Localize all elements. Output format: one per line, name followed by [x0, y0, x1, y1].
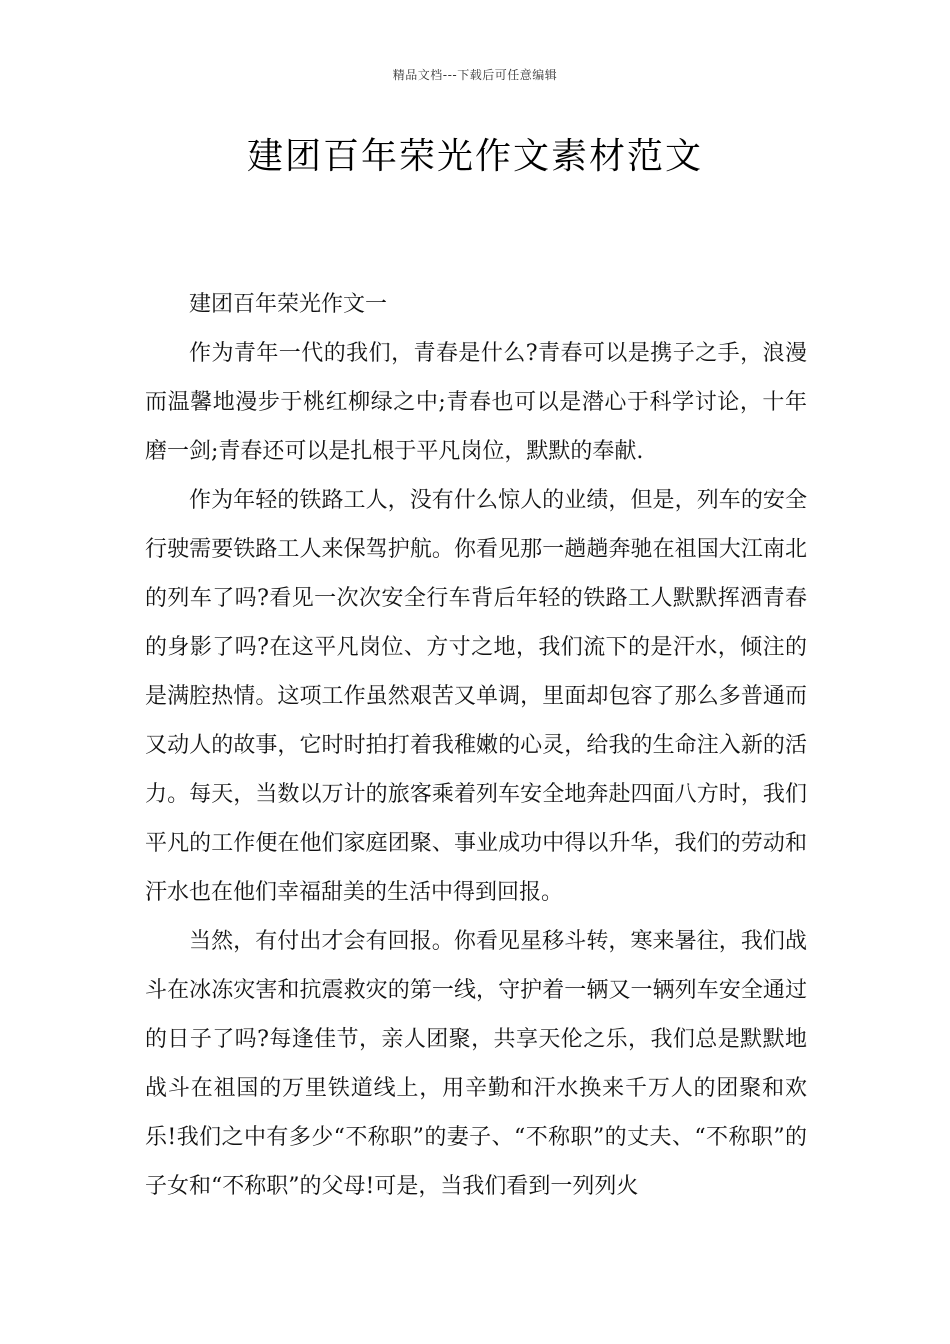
- header-note: 精品文档---下载后可任意编辑: [392, 68, 558, 82]
- section-heading: 建团百年荣光作文一: [189, 292, 388, 317]
- body-paragraph: 作为年轻的铁路工人，没有什么惊人的业绩，但是，列车的安全行驶需要铁路工人来保驾护航。你看见那一趟趟奔驰在祖国大江南北的列车了吗?看见一次次安全行车背后年轻的铁路工人默默挥洒青春的身影了吗?在这平凡岗位、方寸之地，我们流下的是汗水，倾注的是满腔热情。这项工作虽然艰苦又单调，里面却包容了那么多普通而又动人的故事，它时时拍打着我稚嫩的心灵，给我的生命注入新的活力。每天，当数以万计的旅客乘着列车安全地奔赴四面八方时，我们平凡的工作便在他们家庭团聚、事业成功中得以升华，我们的劳动和汗水也在他们幸福甜美的生活中得到回报。: [145, 488, 807, 905]
- document-title: 建团百年荣光作文素材范文: [246, 136, 703, 177]
- body-paragraph: 作为青年一代的我们，青春是什么?青春可以是携子之手，浪漫而温馨地漫步于桃红柳绿之中;青春也可以是潜心于科学讨论，十年磨一剑;青春还可以是扎根于平凡岗位，默默的奉献.: [145, 341, 807, 464]
- document-body: [145, 280, 807, 1211]
- body-paragraph: 当然，有付出才会有回报。你看见星移斗转，寒来暑往，我们战斗在冰冻灾害和抗震救灾的第一线，守护着一辆又一辆列车安全通过的日子了吗?每逢佳节，亲人团聚，共享天伦之乐，我们总是默默地战斗在祖国的万里铁道线上，用辛勤和汗水换来千万人的团聚和欢乐!我们之中有多少“不称职”的妻子、“不称职”的丈夫、“不称职”的子女和“不称职”的父母!可是，当我们看到一列列火: [145, 929, 807, 1199]
